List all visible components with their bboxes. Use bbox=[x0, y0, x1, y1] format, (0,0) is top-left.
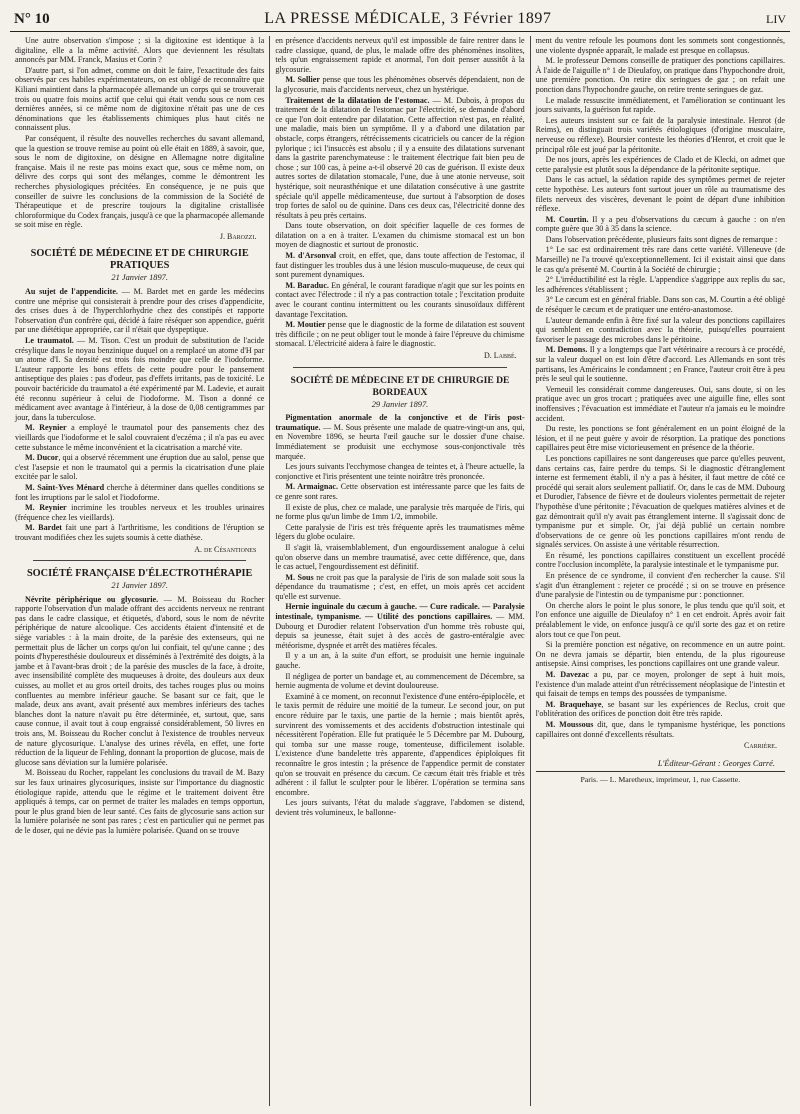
divider bbox=[293, 367, 506, 368]
paragraph bbox=[536, 720, 785, 739]
paragraph: Cette paralysie de l'iris est très fréquente après les traumatismes même légers du globe oculaire. bbox=[275, 522, 525, 542]
page-header bbox=[10, 8, 790, 32]
paragraph: Si la première ponction est négative, on recommence en un autre point. On ne devra jamais se départir, bien entendu, de la plus rigoureuse antisepsie. Ainsi comprises, les ponctions capillaires ont une grande valeur. bbox=[535, 640, 785, 669]
speaker-name: M. d'Arsonval bbox=[285, 251, 337, 261]
column-3 bbox=[530, 36, 790, 1106]
author-signature: Carrière. bbox=[743, 741, 777, 751]
paragraph: Du reste, les ponctions se font généralement en un point éloigné de la lésion, et il ne peut guère y avoir de résorption. La pratique des ponctions capillaires peut être mise victorieusement en présence de la théorie. bbox=[535, 424, 785, 453]
paragraph: Le malade ressuscite immédiatement, et l'amélioration se continuant les jours suivants, la guérison fut rapide. bbox=[535, 95, 785, 115]
paragraph-text: — M. Tison. C'est un produit de substitution de l'acide crésylique dans le noyau benzinique duquel on a remplacé un atome d'H par un atome d'I. Sa densité est trois fois moindre que celle de l'iodoforme. L'auteur rapporte les bons effets de cette poudre pour le pansement antiseptique des plaies : pas d'odeur, pas d'effets irritants, pas de toxicité. Le pouvoir bactéricide du traumatol a été expérimenté par M. Ladevie, et aurait été reconnu supérieur à celui de l'iodoforme. M. Tison a donné ce médicament avec avantage à l'intérieur, à la dose de 0,08 centigrammes par jour, dans la tuberculose. bbox=[15, 336, 265, 422]
paragraph-text: , qui a observé récemment une éruption due au salol, pense que c'est l'asepsie et non le traumatol qui a permis la cicatrisation d'une plaie excitée par le salol. bbox=[15, 453, 265, 482]
paragraph-text: — M. Bardet met en garde les médecins contre une méprise qui consisterait à prendre pour des crises d'appendicite, des crises dues à de l'hyperchlorhydrie chez des constipés et rapporte l'observation d'un confrère qui, décidé à faire réséquer son appendice, guérit par une diététique appropriée, car il n'était que dyspeptique. bbox=[15, 287, 265, 335]
speaker-name: M. Reynier bbox=[25, 503, 67, 513]
paragraph-text: incrimine les troubles nerveux et les troubles urinaires (fréquence chez les vieillards). bbox=[15, 503, 265, 522]
paragraph: Il existe de plus, chez ce malade, une paralysie très marquée de l'iris, qui ne forme plus qu'un limbe de 1mm 1/2, immobile. bbox=[275, 502, 525, 522]
paragraph: D'autre part, si l'on admet, comme on doit le faire, l'exactitude des faits observés par ces habiles expérimentateurs, on est obligé de reconnaître que Kiliani maintient dans la pharmacopée allemande un corps qui se trouverait trois ou quatre fois moins actif que celui qui était vendu sous ce nom ces dernières années, si ce même nom de digitoxine n'était pas une de ces dénominations que les établissements chimiques plus haut cités ne connaissent plus. bbox=[15, 65, 265, 133]
paragraph bbox=[275, 602, 524, 650]
paragraph: ment du ventre refoule les poumons dont les sommets sont congestionnés, une violente dyspnée apparaît, le malade est presque en collapsus. bbox=[535, 36, 785, 55]
paragraph bbox=[275, 96, 524, 221]
paragraph bbox=[275, 413, 524, 461]
paragraph bbox=[275, 573, 524, 602]
speaker-name: M. Moussous bbox=[545, 719, 594, 729]
issue-number: N° 10 bbox=[14, 11, 50, 27]
paragraph: Dans le cas actuel, la sédation rapide des symptômes permet de rejeter cette hypothèse. Les auteurs font surtout jouer un rôle au traumatisme des filets nerveux des viscères, devenant le point de départ d'une inhibition réflexe. bbox=[535, 175, 785, 214]
paragraph bbox=[15, 523, 264, 542]
paragraph bbox=[536, 345, 785, 383]
paragraph: De nos jours, après les expériences de Clado et de Klecki, on admet que cette paralysie est plutôt sous la dépendance de la péritonite septique. bbox=[535, 155, 785, 174]
column-1 bbox=[10, 36, 269, 1106]
paragraph-text: — M. Boisseau du Rocher rapporte l'observation d'un malade offrant des accidents nerveux ne rentrant pas dans le cadre classique, et étiquetés, d'abord, sous le nom de névrite périphérique de nature alcoolique. Ces accidents étaient d'intensité et de siège variables : à la main droite, de la parésie des extenseurs, qui ne permettait plus de lâcher un corps qu'on lui confiait, tel qu'une canne ; des points d'hyperesthésie douloureux et disséminés à l'extrémité des doigts, à la jambe et à l'avant-bras droit ; de la parésie des muscles de la face, à droite, avec insensibilité complète des muqueuses à droite, des douleurs aux deux cuisses, au mollet et au gros orteil droits, des taches rouges plus ou moins confluentes au membre inférieur gauche. Se basant sur ce fait, que le malade, deux ans avant, avait présenté aux membres inférieurs des taches blanches dont la nature n'avait pu être déterminée, et, surtout, que, sans cause connue, il avait tout à coup engraissé considérablement, 50 livres en trois ans, M. Boisseau du Rocher conclut à l'existence de troubles nerveux de nature glycosurique. L'analyse des urines révéla, en effet, une forte réduction de la liqueur de Fehling, donnant la proportion de glucose, mais de glucose sans déviation sur la lumière polarisée. bbox=[15, 594, 265, 767]
paragraph: Verneuil les considérait comme dangereuses. Oui, sans doute, si on les pratique avec un gros trocart ; pratiquées avec une aiguille fine, elles sont inoffensives ; l'évacuation est immédiate et l'auteur n'a jamais eu le moindre accident. bbox=[535, 384, 785, 423]
paragraph: L'auteur demande enfin à être fixé sur la valeur des ponctions capillaires qui semblent en contradiction avec la théorie, puisqu'elles pourraient favoriser le passage des microbes dans le péritoine. bbox=[535, 315, 785, 344]
paragraph: En présence de ce syndrome, il convient d'en rechercher la cause. S'il s'agit d'un étranglement : rejeter ce procédé ; si on se trouve en présence d'une paralysie de l'intestin ou de tympanisme pur : ponctionner. bbox=[535, 571, 785, 600]
topic-title: Pigmentation anormale de la conjonctive et de l'iris post-traumatique. bbox=[275, 413, 525, 432]
paragraph: Dans l'observation précédente, plusieurs faits sont dignes de remarque : bbox=[545, 234, 778, 244]
paragraph bbox=[275, 320, 524, 349]
speaker-name: M. Davezac bbox=[545, 670, 590, 679]
paragraph-text: ne croit pas que la paralysie de l'iris de son malade soit sous la dépendance du traumatisme ; c'est, en effet, un mois après cet accident qu'elle est survenue. bbox=[275, 572, 525, 601]
paragraph-text: cherche à déterminer dans quelles conditions se font les irruptions par le salol et l'iodoforme. bbox=[15, 482, 265, 502]
paragraph-text: Cette observation est intéressante parce que les faits de ce genre sont rares. bbox=[275, 482, 525, 501]
paragraph-text: En général, le courant faradique n'agit que sur les points en contact avec l'électrode : il n'y a pas contraction totale ; l'excitation produite avec le courant continu intermittent ou les courants sinusoïdaux diffèrent davantage l'excitation. bbox=[275, 280, 525, 319]
paragraph: Il y a un an, à la suite d'un effort, se produisit une hernie inguinale gauche. bbox=[275, 651, 525, 671]
speaker-name: M. Courtin. bbox=[545, 214, 589, 224]
paragraph-text: — M. Sous présente une malade de quatre-vingt-un ans, qui, en Novembre 1896, se heurta l'œil gauche sur le dossier d'une chaise. Immédiatement se produisit une ecchymose sous-conjonctivale très marquée. bbox=[275, 422, 525, 461]
columns bbox=[10, 36, 790, 1106]
paragraph: M. Boisseau du Rocher, rappelant les conclusions du travail de M. Bazy sur les faux urinaires glycosuriques, insiste sur l'importance du diagnostic étiologique rapide, attendu que le régime et le traitement doivent être appliqués à temps, car on permet de traiter les malades en temps opportun, pour le plus grand bien de leur santé. Ces faits de glycosurie sans action sur la lumière polarisée ne sont pas rares ; c'est en particulier qui ne permet pas de le doser, qui ne dévie pas la lumière polarisée. Quand on se trouve bbox=[15, 768, 265, 835]
column-2 bbox=[269, 36, 529, 1106]
speaker-name: M. Sous bbox=[285, 572, 314, 582]
paragraph: Par conséquent, il résulte des nouvelles recherches du savant allemand, que la question se trouve remise au point où elle était en 1889, à savoir, que, sous le nom de digitoxine, on désigne en Allemagne notre digitaline française. Mais il ne reste pas moins exact que, sous ce même nom, on délivre des corps qui sont des mélanges, comme le démontrent les recherches physiologiques précitées. En conséquence, je ne puis que conseiller de suivre les conclusions de la commission de la Société de Thérapeutique et de prescrire toujours la digitaline cristallisée chloroformique du Codex français, jusqu'à ce que la pharmacopée allemande se soit mise en règle. bbox=[15, 133, 265, 230]
author-signature: J. Barozzi. bbox=[219, 231, 257, 241]
section-heading: SOCIÉTÉ DE MÉDECINE ET DE CHIRURGIE DE BORDEAUX bbox=[290, 374, 510, 398]
paragraph-text: pense que tous les phénomènes observés dépendaient, non de la glycosurie, mais d'accidents nerveux, chez un hystérique. bbox=[275, 75, 525, 94]
paragraph: Les jours suivants l'ecchymose changea de teintes et, à l'heure actuelle, la conjonctive et l'iris présentent une teinte noirâtre très prononcée. bbox=[275, 462, 525, 481]
topic-title: Au sujet de l'appendicite. bbox=[25, 287, 118, 297]
divider bbox=[33, 560, 246, 561]
page-number: LIV bbox=[766, 12, 786, 26]
speaker-name: M. Reynier bbox=[25, 423, 67, 433]
section-heading: SOCIÉTÉ DE MÉDECINE ET DE CHIRURGIE PRATIQUES bbox=[30, 248, 249, 272]
section-heading: SOCIÉTÉ FRANÇAISE D'ÉLECTROTHÉRAPIE bbox=[26, 568, 253, 580]
paragraph-text: — MM. Dubourg et Durodier relatent l'observation d'un homme très robuste qui, depuis sa jeunesse, était sujet à des accès de gastro-entéralgie avec météorisme, dyspnée et arrêt des matières fécales. bbox=[275, 612, 525, 650]
paragraph-text: Il y a longtemps que l'art vétérinaire a recours à ce procédé, sur la valeur duquel on est loin d'être d'accord. Les Allemands en sont très partisans, les Américains le condamnent ; en France, l'auteur croit être à peu près le seul qui le soutienne. bbox=[535, 345, 785, 384]
author-signature: A. de Césantiones bbox=[194, 544, 257, 554]
speaker-name: M. Ducor bbox=[25, 453, 59, 463]
paragraph: En résumé, les ponctions capillaires constituent un excellent procédé contre l'occlusion incomplète, la paralysie intestinale et le tympanisme pur. bbox=[535, 550, 785, 570]
paragraph-text: , se basant sur les expériences de Reclus, croit que l'oblitération des orifices de ponction doit être très rapide. bbox=[535, 699, 785, 719]
paragraph bbox=[275, 281, 524, 319]
paragraph: Les auteurs insistent sur ce fait de la paralysie intestinale. Henrot (de Reims), en distinguait trois variétés étiologiques (d'origine musculaire, nerveuse ou réflexe). Boursier conteste les théories d'Henrot, et croit que le principal rôle est joué par la péritonite. bbox=[535, 115, 785, 154]
topic-title: Traitement de la dilatation de l'estomac. bbox=[285, 95, 430, 105]
paragraph bbox=[15, 423, 264, 452]
speaker-name: M. Saint-Yves Ménard bbox=[25, 482, 105, 492]
speaker-name: M. Moutier bbox=[285, 320, 326, 330]
topic-title: Le traumatol. bbox=[25, 336, 74, 346]
paragraph: 3° Le cæcum est en général friable. Dans son cas, M. Courtin a été obligé de réséquer le cæcum et de pratiquer une entéro-anastomose. bbox=[535, 295, 785, 315]
paragraph: 2° L'irréductibilité est la règle. L'appendice s'aggrippe aux replis du sac, les adhérences s'établissent ; bbox=[535, 275, 785, 294]
speaker-name: M. Sollier bbox=[285, 75, 320, 85]
paragraph: Il négligea de porter un bandage et, au commencement de Décembre, sa hernie augmenta de volume et devint douloureuse. bbox=[275, 671, 525, 691]
paragraph-text: Il y a peu d'observations du cæcum à gauche : on n'en compte guère que 30 à 35 dans la science. bbox=[535, 214, 785, 234]
topic-title: Hernie inguinale du cæcum à gauche. — Cure radicale. — Paralysie intestinale, tympanisme. — Utilité des ponctions capillaires. bbox=[275, 602, 525, 622]
printer-credit: Paris. — L. Maretheux, imprimeur, 1, rue Cassette. bbox=[536, 771, 785, 785]
speaker-name: M. Baraduc. bbox=[285, 280, 329, 290]
paragraph bbox=[15, 595, 264, 768]
section-date: 29 Janvier 1897. bbox=[371, 399, 429, 409]
paragraph bbox=[275, 75, 524, 94]
section-date: 21 Janvier 1897. bbox=[111, 273, 168, 283]
paragraph bbox=[275, 482, 524, 501]
paragraph bbox=[15, 287, 264, 335]
paragraph: Une autre observation s'impose ; si la digitoxine est identique à la digitaline, elle a la même activité. Alors que deviennent les résultats annoncés par MM. Franck, Masius et Corin ? bbox=[15, 36, 265, 65]
paragraph bbox=[15, 503, 264, 522]
paragraph-text: a pu, par ce moyen, prolonger de sept à huit mois, l'existence d'un malade atteint d'un rétrécissement néoplasique de l'intestin et qui faisait de temps en temps des poussées de tympanisme. bbox=[535, 670, 785, 699]
editor-credit: L'Éditeur-Gérant : Georges Carré. bbox=[657, 758, 775, 768]
speaker-name: M. Bardet bbox=[25, 523, 63, 533]
paragraph bbox=[15, 483, 264, 502]
paragraph: 1° Le sac est ordinairement très rare dans cette variété. Villeneuve (de Marseille) ne l'a trouvé qu'exceptionnellement. Ici il existait ainsi que dans le cas qu'a présenté M. Courtin à la Société de chirurgie ; bbox=[535, 245, 785, 274]
paragraph-text: pense que le diagnostic de la forme de dilatation est souvent très difficile ; on ne peut obliger tout le monde à faire l'épreuve du chimisme stomacal. L'électricité aidera à faire le diagnostic. bbox=[275, 320, 525, 349]
paragraph-text: dit, que, dans le tympanisme hystérique, les ponctions capillaires ont donné d'excellents résultats. bbox=[535, 719, 785, 739]
paragraph-text: fait une part à l'arthritisme, les conditions de l'éruption se trouvant modifiées chez les sujets soumis à cette diathèse. bbox=[15, 523, 265, 542]
paragraph: M. le professeur Demons conseille de pratiquer des ponctions capillaires. À l'aide de l'aiguille n° 1 de Dieulafoy, on pratique dans l'hypochondre droit, une première ponction. On retire dix seringues de gaz ; on refait une ponction dans l'hypochondre gauche, on retire trente seringues de gaz. bbox=[535, 56, 785, 94]
paragraph: Les jours suivants, l'état du malade s'aggrave, l'abdomen se distend, devient très volumineux, le ballonne- bbox=[275, 798, 525, 817]
speaker-name: M. Braquehaye bbox=[545, 699, 602, 709]
paragraph bbox=[536, 215, 785, 234]
paragraph: On cherche alors le point le plus sonore, le plus tendu que qu'il soit, et l'on enfonce une aiguille de Dieulafoy n° 1 en cet endroit. Après avoir fait préalablement le vide, on enfonce jusqu'à ce qu'il sorte des gaz et on retire alors tout ce que l'on peut. bbox=[535, 600, 785, 639]
topic-title: Névrite périphérique ou glycosurie. bbox=[25, 594, 159, 604]
paragraph: Il s'agit là, vraisemblablement, d'un engourdissement analogue à celui qu'on observe dans un membre traumatisé, avec cette différence, que, dans le cas actuel, l'engourdissement est définitif. bbox=[275, 542, 525, 572]
paragraph: Examiné à ce moment, on reconnut l'existence d'une entéro-épiplocèle, et le taxis permit de réduire une moitié de la tumeur. Le second jour, on put encore réduire par le taxis, une partie de la hernie ; mais bientôt après, survinrent des vomissements et des accidents d'obstruction intestinale qui nécessitèrent l'opération. Elle fut pratiquée le 5 Décembre par M. Dubourg, qui tomba sur une masse rouge, tomenteuse, difficilement isolable. L'existence d'une bandelette très apparente, d'appendices épiploïques fit reconnaître le gros intestin ; la présence de l'appendice permit de constater qu'on se trouvait en présence du cæcum. Ce cæcum était très friable et très adhérent : il fallut le sculpter pour le libérer. L'opération se termina sans encombre. bbox=[275, 691, 525, 797]
speaker-name: M. Armaignac. bbox=[285, 482, 338, 492]
paragraph bbox=[536, 670, 785, 699]
page-title: LA PRESSE MÉDICALE, 3 Février 1897 bbox=[264, 10, 552, 27]
paragraph bbox=[536, 700, 785, 719]
section-date: 21 Janvier 1897. bbox=[111, 581, 168, 591]
paragraph bbox=[275, 251, 524, 280]
paragraph-text: a employé le traumatol pour des pansements chez des vieillards que l'iodoforme et le salol couvraient d'eczéma ; il n'a pas eu avec cette substance le même inconvénient et la cicatrisation a marché vite. bbox=[15, 423, 265, 452]
paragraph-text: croit, en effet, que, dans toute affection de l'estomac, il faut distinguer les troubles dus à une lésion musculo-muqueuse, de ceux qui sont purement dynamiques. bbox=[275, 251, 525, 280]
paragraph: en présence d'accidents nerveux qu'il est impossible de faire rentrer dans le cadre classique, quand, de plus, le malade offre des phénomènes insolites, tels qu'un engraissement rapide et anormal, l'on doit penser aussitôt à la glycosurie. bbox=[275, 36, 525, 74]
author-signature: D. Labbé. bbox=[483, 351, 517, 360]
paragraph-text: — M. Dubois, à propos du traitement de la dilatation de l'estomac par l'électricité, se demande d'abord ce que l'on doit entendre par dilatation. Cette affection n'est pas, en réalité, une maladie, mais bien un symptôme. Il y a d'abord une dilatation par obstacle, corps étrangers, rétrécissements cicatriciels ou cancer de la région pylorique ; ici l'insuccès est absolu ; il y a ensuite des dilatations survenant dans la gastrite parenchymateuse : le traitement électrique fait bien peu de chose ; sur 100 cas, à peine a-t-il observé 20 cas de guérison. Il existe deux autres sortes de dilatation stomacale, l'une, due à une atonie nerveuse, soit hystérique, soit neurasthénique et une dilatation consécutive à une gastrite spéciale qu'il appelle médicamenteuse, due surtout à l'absorption de doses trop fortes de salol ou de quinine. Dans ces deux cas, l'électricité donne des résultats à peu près certains. bbox=[275, 95, 525, 220]
paragraph: Les ponctions capillaires ne sont dangereuses que parce qu'elles peuvent, dans certains cas, faire perdre du temps. Si le diagnostic d'étranglement interne est fermement établi, il n'y a pas à hésiter, il faut mettre de côté ce procédé qui serait alors seulement palliatif. Or, dans le cas de MM. Dubourg et Durodier, l'absence de fièvre et de douleurs violentes permettait de rejeter l'hypothèse d'une péritonite ; l'évacuation de quelques matières alvines et de gaz démontrait qu'il n'y avait pas étranglement interne. Il s'agissait donc de tympanisme pur et simple. Or, j'ai déjà publié un certain nombre d'observations de ce genre où les ponctions capillaires m'ont rendu de signalés services. On assiste à une véritable résurrection. bbox=[535, 453, 785, 550]
speaker-name: M. Demons. bbox=[545, 345, 588, 355]
paragraph: Dans toute observation, on doit spécifier laquelle de ces formes de dilatation on a en à traiter. L'examen du chimisme stomacal est un bon moyen de diagnostic et surtout de pronostic. bbox=[275, 221, 525, 250]
paragraph bbox=[15, 336, 264, 422]
paragraph bbox=[15, 453, 264, 482]
